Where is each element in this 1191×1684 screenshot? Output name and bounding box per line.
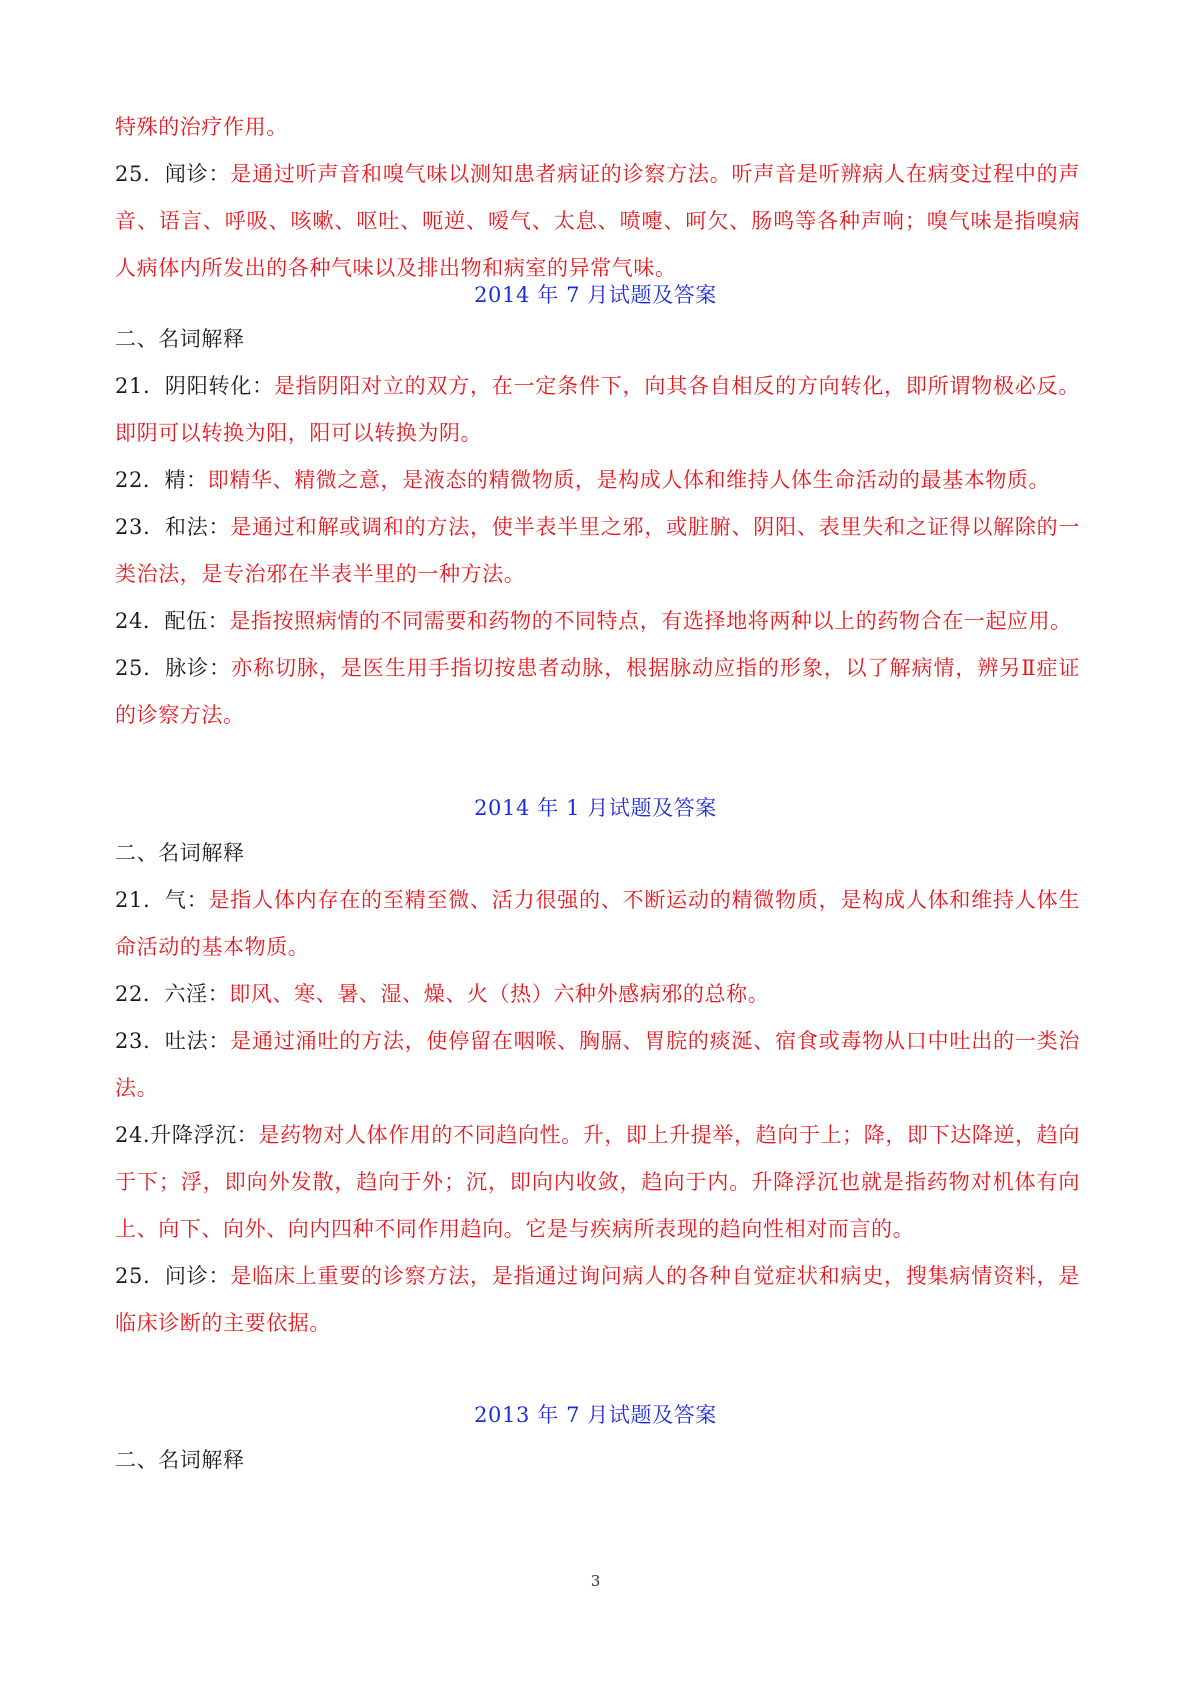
entry-24 [115,598,1080,645]
entry-definition: 是通过听声音和嗅气味以测知患者病证的诊察方法。听声音是听辨病人在病变过程中的声音、语言、呼吸、咳嗽、呕吐、呃逆、嗳气、太息、喷嚏、呵欠、肠鸣等各种声响；嗅气味是指嗅病人病体内所发出的各种气味以及排出物和病室的异常气味。 [115,162,1080,280]
heading-2013-07: 2013 年 7 月试题及答案 [474,1403,717,1427]
heading-2014-01: 2014 年 1 月试题及答案 [474,796,717,820]
entry-term: 23．和法： [115,515,231,539]
entry-definition: 即风、寒、暑、湿、燥、火（热）六种外感病邪的总称。 [229,982,770,1006]
entry-25 [115,1253,1080,1347]
section-2014-07 [115,316,1080,739]
entry-25-wenzhen [115,151,1080,292]
entry-23 [115,504,1080,598]
entry-definition: 即精华、精微之意，是液态的精微物质，是构成人体和维持人体生命活动的最基本物质。 [207,468,1051,492]
entry-term: 24.升降浮沉： [115,1123,259,1147]
entry-definition: 是通过涌吐的方法，使停留在咽喉、胸膈、胃脘的痰涎、宿食或毒物从口中吐出的一类治法。 [115,1029,1080,1100]
entry-term: 21．阴阳转化： [115,374,274,398]
entry-term: 23．吐法： [115,1029,231,1053]
entry-21 [115,363,1080,457]
entry-definition: 是药物对人体作用的不同趋向性。升，即上升提举，趋向于上；降，即下达降逆，趋向于下；浮，即向外发散，趋向于外；沉，即向内收敛，趋向于内。升降浮沉也就是指药物对机体有向上、向下、向外、向内四种不同作用趋向。它是与疾病所表现的趋向性相对而言的。 [115,1123,1081,1241]
section-2014-01 [115,830,1080,1347]
continuation-text: 特殊的治疗作用。 [115,115,288,139]
entry-term: 25．闻诊： [115,162,231,186]
entry-definition: 是通过和解或调和的方法，使半表半里之邪，或脏腑、阴阳、表里失和之证得以解除的一类治法，是专治邪在半表半里的一种方法。 [115,515,1080,586]
entry-term: 25．问诊： [115,1264,231,1288]
section-2013-07 [115,1437,1080,1484]
entry-22 [115,971,1080,1018]
entry-term: 21．气： [115,888,209,912]
entry-term: 22．六淫： [115,982,230,1006]
heading-2014-07: 2014 年 7 月试题及答案 [474,283,717,307]
entry-definition: 是临床上重要的诊察方法，是指通过询问病人的各种自觉症状和病史，搜集病情资料，是临床诊断的主要依据。 [115,1264,1080,1335]
section-prev-answers [115,104,1080,292]
section-title: 二、名词解释 [115,841,245,865]
entry-definition: 亦称切脉，是医生用手指切按患者动脉，根据脉动应指的形象，以了解病情，辨另Ⅱ症证的诊察方法。 [115,656,1081,727]
entry-term: 22．精： [115,468,208,492]
entry-21 [115,877,1080,971]
entry-term: 25．脉诊： [115,656,232,680]
entry-definition: 是指人体内存在的至精至微、活力很强的、不断运动的精微物质，是构成人体和维持人体生命活动的基本物质。 [115,888,1080,959]
entry-definition: 是指阴阳对立的双方，在一定条件下，向其各自相反的方向转化，即所谓物极必反。即阴可以转换为阳，阳可以转换为阴。 [115,374,1080,445]
entry-24 [115,1112,1080,1253]
section-title: 二、名词解释 [115,327,245,351]
entry-22 [115,457,1080,504]
page-number: 3 [590,1572,601,1590]
entry-25 [115,645,1080,739]
entry-23 [115,1018,1080,1112]
entry-definition: 是指按照病情的不同需要和药物的不同特点，有选择地将两种以上的药物合在一起应用。 [229,609,1072,633]
entry-term: 24．配伍： [115,609,230,633]
section-title: 二、名词解释 [115,1448,245,1472]
